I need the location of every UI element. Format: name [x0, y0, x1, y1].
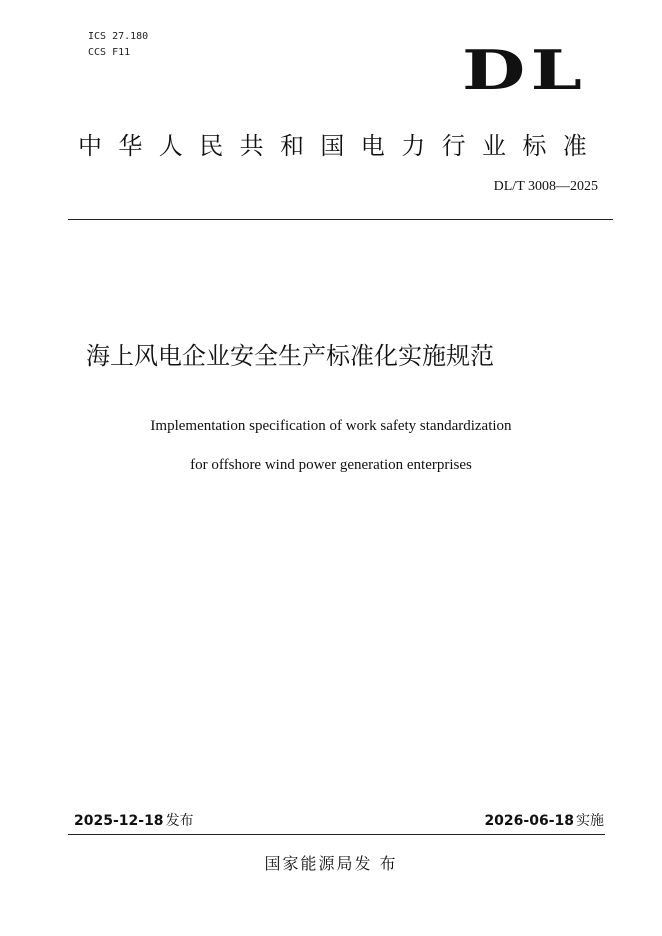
- english-title-line-1: Implementation specification of work safety standardization: [150, 418, 512, 434]
- english-title-line-2: for offshore wind power generation enterprises: [190, 457, 472, 473]
- dl-logo: DL: [462, 38, 588, 102]
- issue-date-block: [74, 810, 194, 830]
- implement-date: 2026-06-18: [484, 813, 574, 829]
- document-title: 海上风电企业安全生产标准化实施规范: [86, 342, 494, 370]
- implement-date-block: [484, 810, 604, 830]
- ics-code: ICS 27.180: [88, 31, 149, 42]
- issue-date: 2025-12-18: [74, 813, 164, 829]
- issue-label: 发布: [165, 813, 194, 829]
- standard-number: DL/T 3008—2025: [493, 179, 598, 194]
- standard-category-title: 中华人民共和国电力行业标准: [78, 132, 604, 160]
- ccs-code: CCS F11: [88, 47, 131, 58]
- bottom-divider: [68, 834, 605, 835]
- top-divider: [68, 219, 613, 220]
- implement-label: 实施: [576, 813, 604, 829]
- ics-ccs-block: [88, 29, 148, 61]
- publisher: 国家能源局发 布: [264, 854, 398, 873]
